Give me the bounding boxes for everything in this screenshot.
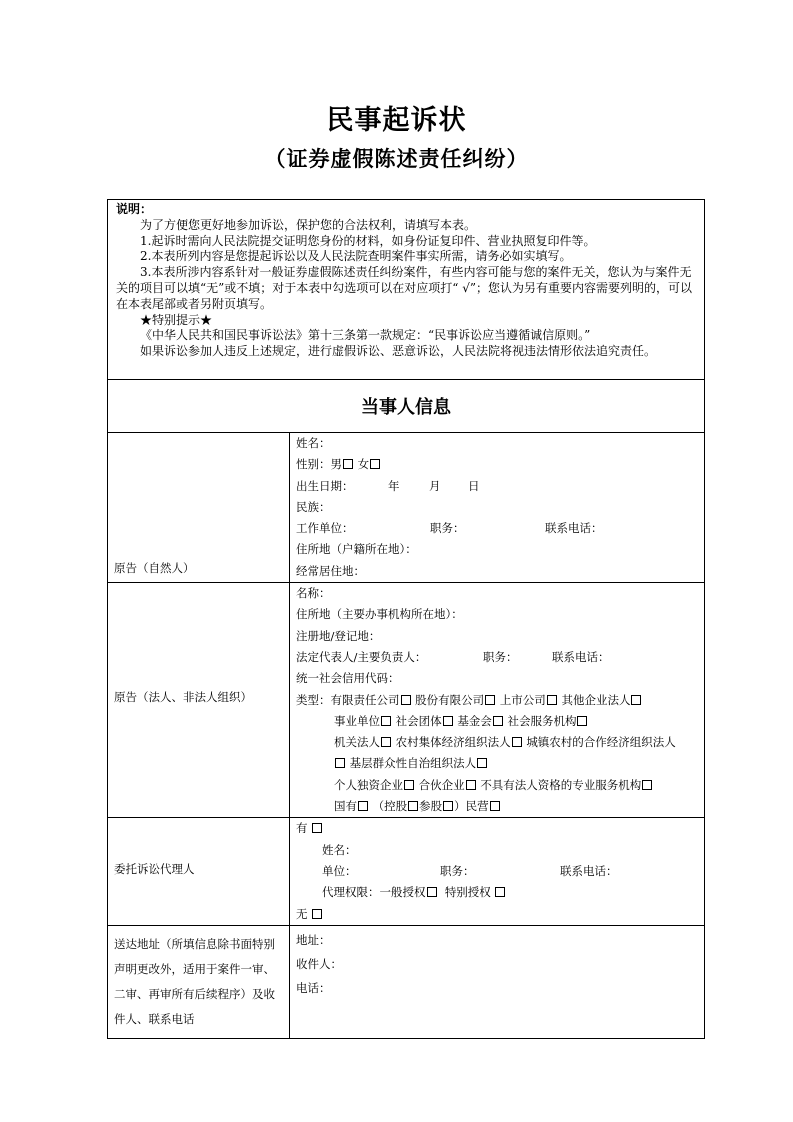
type-public-institution-checkbox[interactable]	[381, 716, 391, 726]
type-sole-proprietorship-label: 个人独资企业	[334, 777, 403, 792]
document-title: 民事起诉状	[326, 105, 467, 136]
special-authority-label: 特别授权	[444, 885, 491, 900]
delivery-row	[108, 925, 705, 1038]
name-label: 姓名：	[296, 436, 331, 450]
instructions-block	[108, 200, 705, 380]
org-name-field[interactable]	[296, 583, 700, 604]
credit-code-field[interactable]	[296, 668, 700, 689]
org-name-label: 名称：	[296, 586, 331, 601]
agent-fields	[290, 818, 705, 925]
type-sole-proprietorship-checkbox[interactable]	[404, 780, 414, 790]
org-domicile-label: 住所地（主要办事机构所在地）：	[296, 607, 463, 622]
agent-row	[108, 818, 705, 925]
type-social-service-label: 社会服务机构	[507, 713, 577, 728]
birth-date-field[interactable]	[296, 476, 700, 497]
delivery-phone-label: 电话：	[296, 980, 331, 995]
type-llc-label: 有限责任公司	[330, 692, 400, 707]
agent-authority-label: 代理权限：	[322, 885, 380, 900]
domicile-label: 住所地（户籍所在地）：	[296, 542, 417, 557]
type-cooperative-checkbox[interactable]	[335, 758, 345, 768]
type-professional-checkbox[interactable]	[642, 780, 652, 790]
type-private-label: 民营	[465, 799, 489, 814]
type-foundation-label: 基金会	[457, 713, 492, 728]
agent-yes-label: 有	[296, 821, 308, 836]
residence-field[interactable]	[296, 561, 700, 582]
phone-label: 联系电话：	[545, 521, 603, 536]
rep-position-label: 职务：	[483, 649, 518, 664]
special-notice-heading: ★特别提示★	[140, 312, 213, 327]
type-state-owned-checkbox[interactable]	[358, 801, 368, 811]
plaintiff-natural-row	[108, 433, 705, 583]
general-authority-label: 一般授权	[379, 885, 426, 900]
org-type-line-3	[296, 732, 700, 753]
plaintiff-legal-fields	[290, 583, 705, 818]
type-rural-collective-checkbox[interactable]	[512, 737, 522, 747]
type-joint-stock-label: 股份有限公司	[415, 692, 485, 707]
instruction-line: 3.本表所涉内容系针对一般证券虚假陈述责任纠纷案件，有些内容可能与您的案件无关，您认为与案件无关的项目可以填“无”或不填；对于本表中勾选项可以在对应项打“ √”；您认为另有重要内容需要列明的，可以在本表尾部或者另附页填写。	[116, 265, 693, 311]
type-state-owned-label: 国有	[334, 799, 357, 814]
agent-label: 委托诉讼代理人	[108, 818, 290, 925]
type-llc-checkbox[interactable]	[401, 695, 411, 705]
document-subtitle: （证券虚假陈述责任纠纷）	[264, 146, 529, 171]
ethnicity-label: 民族：	[296, 499, 331, 514]
female-label: 女	[357, 457, 370, 472]
agent-no-line	[296, 904, 700, 925]
org-type-line-4	[296, 753, 700, 774]
type-private-checkbox[interactable]	[490, 801, 500, 811]
plaintiff-natural-fields	[290, 433, 705, 583]
delivery-fields	[290, 925, 705, 1038]
instructions-heading: 说明：	[116, 202, 153, 216]
org-type-line-1	[296, 690, 700, 711]
work-unit-label: 工作单位：	[296, 521, 354, 536]
rep-phone-label: 联系电话：	[552, 649, 610, 664]
type-grassroots-checkbox[interactable]	[477, 758, 487, 768]
type-joint-stock-checkbox[interactable]	[485, 695, 495, 705]
agent-name-label: 姓名：	[322, 842, 357, 857]
type-other-enterprise-checkbox[interactable]	[631, 695, 641, 705]
type-holding-checkbox[interactable]	[408, 801, 418, 811]
address-label: 地址：	[296, 932, 331, 947]
address-field[interactable]	[296, 928, 700, 952]
female-checkbox[interactable]	[370, 459, 380, 469]
complaint-form-table	[107, 199, 705, 1039]
type-social-group-checkbox[interactable]	[443, 716, 453, 726]
plaintiff-legal-label: 原告（法人、非法人组织）	[108, 583, 290, 818]
type-holding-label: （控股	[372, 799, 408, 814]
agent-unit-label: 单位：	[322, 863, 357, 878]
registration-label: 注册地/登记地：	[296, 628, 381, 643]
type-public-institution-label: 事业单位	[334, 713, 380, 728]
ethnicity-field[interactable]	[296, 497, 700, 518]
type-social-service-checkbox[interactable]	[577, 716, 587, 726]
name-field[interactable]	[296, 433, 700, 454]
recipient-label: 收件人：	[296, 956, 342, 971]
day-label: 日	[468, 478, 480, 493]
org-type-line-2	[296, 711, 700, 732]
type-shareholding-checkbox[interactable]	[443, 801, 453, 811]
type-government-label: 机关法人	[334, 735, 380, 750]
agent-yes-checkbox[interactable]	[312, 823, 322, 833]
month-label: 月	[429, 478, 441, 493]
org-domicile-field[interactable]	[296, 604, 700, 625]
position-label: 职务：	[430, 521, 465, 536]
registration-field[interactable]	[296, 626, 700, 647]
agent-yes-line	[296, 818, 700, 839]
plaintiff-legal-row	[108, 583, 705, 818]
instruction-line: 1.起诉时需向人民法院提交证明您身份的材料，如身份证复印件、营业执照复印件等。	[140, 233, 596, 248]
type-foundation-checkbox[interactable]	[493, 716, 503, 726]
type-rural-collective-label: 农村集体经济组织法人	[395, 735, 511, 750]
instruction-line: 为了方便您更好地参加诉讼，保护您的合法权利，请填写本表。	[140, 217, 477, 232]
instruction-line: 《中华人民共和国民事诉讼法》第十三条第一款规定：“民事诉讼应当遵循诚信原则。”	[140, 328, 591, 343]
type-listed-label: 上市公司	[499, 692, 546, 707]
gender-field	[296, 454, 700, 475]
agent-no-checkbox[interactable]	[312, 909, 322, 919]
type-social-group-label: 社会团体	[395, 713, 442, 728]
type-partnership-label: 合伙企业	[418, 777, 465, 792]
section-row	[108, 380, 705, 433]
agent-name-field[interactable]	[296, 840, 700, 861]
delivery-phone-field[interactable]	[296, 976, 700, 1000]
type-shareholding-label: 参股	[419, 799, 443, 814]
credit-code-label: 统一社会信用代码：	[296, 671, 400, 686]
type-cooperative-label: 城镇农村的合作经济组织法人	[526, 735, 676, 750]
section-title: 当事人信息	[108, 380, 705, 433]
representative-label: 法定代表人/主要负责人：	[296, 649, 427, 664]
agent-position-label: 职务：	[440, 863, 475, 878]
type-government-checkbox[interactable]	[381, 737, 391, 747]
instructions-row	[108, 200, 705, 380]
agent-unit-field[interactable]	[296, 861, 700, 882]
type-listed-checkbox[interactable]	[547, 695, 557, 705]
type-partnership-checkbox[interactable]	[466, 780, 476, 790]
type-other-enterprise-label: 其他企业法人	[561, 692, 631, 707]
type-grassroots-label: 基层群众性自治组织法人	[349, 756, 477, 771]
domicile-field[interactable]	[296, 539, 700, 560]
work-field[interactable]	[296, 518, 700, 539]
gender-label: 性别：	[296, 457, 331, 472]
plaintiff-natural-label: 原告（自然人）	[108, 433, 290, 583]
org-type-line-5	[296, 775, 700, 796]
agent-no-label: 无	[296, 906, 308, 921]
agent-authority-line	[296, 882, 700, 903]
agent-phone-label: 联系电话：	[560, 863, 618, 878]
delivery-label: 送达地址（所填信息除书面特别声明更改外，适用于案件一审、二审、再审所有后续程序）及收件人、联系电话	[108, 925, 290, 1038]
general-authority-checkbox[interactable]	[427, 887, 437, 897]
org-type-line-6	[296, 796, 700, 817]
type-label: 类型：	[296, 692, 331, 707]
special-authority-checkbox[interactable]	[495, 887, 505, 897]
instruction-line: 如果诉讼参加人违反上述规定，进行虚假诉讼、恶意诉讼，人民法院将视违法情形依法追究责任。	[140, 344, 657, 359]
type-professional-label: 不具有法人资格的专业服务机构	[480, 777, 642, 792]
year-label: 年	[388, 478, 400, 493]
type-holding-close: ）	[454, 799, 466, 814]
male-checkbox[interactable]	[343, 459, 353, 469]
representative-field[interactable]	[296, 647, 700, 668]
male-label: 男	[330, 457, 342, 472]
instruction-line: 2.本表所列内容是您提起诉讼以及人民法院查明案件事实所需，请务必如实填写。	[140, 249, 572, 264]
residence-label: 经常居住地：	[296, 563, 365, 578]
birth-date-label: 出生日期：	[296, 478, 354, 493]
recipient-field[interactable]	[296, 952, 700, 976]
